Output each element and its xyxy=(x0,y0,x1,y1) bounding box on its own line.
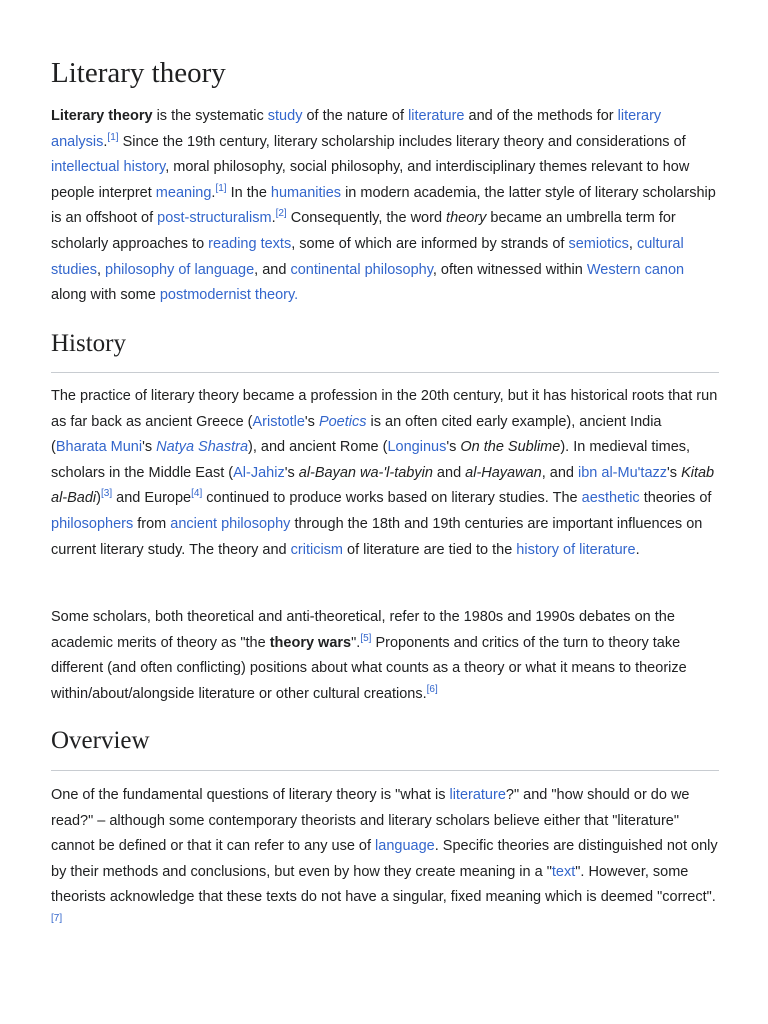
citation-ref[interactable]: [1] xyxy=(107,131,119,143)
link-philosophers[interactable]: philosophers xyxy=(51,515,134,532)
bold-term: Literary theory xyxy=(51,108,153,124)
link-ancient-philosophy[interactable]: ancient philosophy xyxy=(170,515,291,532)
link-philosophy-of-language[interactable]: philosophy of language xyxy=(105,261,255,278)
section-heading-history: History xyxy=(51,330,126,357)
citation-ref[interactable]: [1] xyxy=(215,182,227,194)
page-title: Literary theory xyxy=(51,57,226,89)
link-bharata-muni[interactable]: Bharata Muni xyxy=(55,439,143,456)
link-western-canon[interactable]: Western canon xyxy=(586,261,685,278)
section-divider xyxy=(51,372,719,373)
citation-ref[interactable]: [6] xyxy=(426,683,438,695)
bold-term: theory wars xyxy=(269,634,352,651)
section-heading-overview: Overview xyxy=(51,727,150,754)
link-longinus[interactable]: Longinus xyxy=(387,439,447,456)
link-continental-philosophy[interactable]: continental philosophy xyxy=(290,261,433,278)
overview-paragraph-1: One of the fundamental questions of literary theory is "what is literature?" and "how should or do we read?" – although some contemporary theorists and literary scholars believe either that "literature" cannot be defined or that it can refer to any use of language. Specific theories are distinguished not only by their methods and conclusions, but even by how they create meaning in a "text". However, some theorists acknowledge that these texts do not have a singular, fixed meaning which is deemed "correct".[7] xyxy=(51,787,718,925)
link-literary-analysis[interactable]: literary analysis xyxy=(51,108,662,150)
section-divider xyxy=(51,770,719,771)
link-text[interactable]: text xyxy=(551,863,576,880)
italic-title: al-Hayawan xyxy=(465,464,542,481)
link-natya-shastra[interactable]: Natya Shastra xyxy=(156,439,249,456)
link-al-jahiz[interactable]: Al-Jahiz xyxy=(233,464,285,481)
link-study[interactable]: study xyxy=(267,108,303,124)
link-literature[interactable]: literature xyxy=(449,787,506,803)
italic-title: On the Sublime xyxy=(460,439,561,456)
citation-ref[interactable]: [2] xyxy=(275,208,287,220)
link-semiotics[interactable]: semiotics xyxy=(568,235,629,252)
link-ibn-al-mutazz[interactable]: ibn al-Mu'tazz xyxy=(578,464,668,481)
citation-ref[interactable]: [7] xyxy=(51,913,63,925)
link-literature[interactable]: literature xyxy=(408,108,465,124)
link-postmodernist-theory[interactable]: postmodernist theory. xyxy=(159,287,299,304)
link-post-structuralism[interactable]: post-structuralism xyxy=(157,210,272,227)
link-history-of-literature[interactable]: history of literature xyxy=(516,541,636,558)
link-poetics[interactable]: Poetics xyxy=(318,413,367,430)
link-language[interactable]: language xyxy=(375,838,435,855)
citation-ref[interactable]: [3] xyxy=(100,488,113,500)
citation-ref[interactable]: [5] xyxy=(360,632,372,644)
italic-title: al-Bayan wa-'l-tabyin xyxy=(298,464,433,481)
link-reading-texts[interactable]: reading texts xyxy=(208,235,292,252)
link-aristotle[interactable]: Aristotle xyxy=(252,413,305,430)
history-paragraph-1: The practice of literary theory became a profession in the 20th century, but it has historical roots that run as far back as ancient Greece (Aristotle's Poetics is an often cited early example), ancient India (Bharata Muni's Natya Shastra), and ancient Rome (Longinus's On the Sublime). In medieval times, scholars in the Middle East (Al-Jahiz's al-Bayan wa-'l-tabyin and al-Hayawan, and ibn al-Mu'tazz's Kitab al-Badi)[3] and Europe[4] continued to produce works based on literary studies. The aesthetic theories of philosophers from ancient philosophy through the 18th and 19th centuries are important influences on current literary study. The theory and criticism of literature are tied to the history of literature. xyxy=(51,388,718,558)
link-criticism[interactable]: criticism xyxy=(290,541,343,558)
link-aesthetic[interactable]: aesthetic xyxy=(581,490,640,507)
citation-ref[interactable]: [4] xyxy=(191,488,203,500)
intro-paragraph: Literary theory is the systematic study of the nature of literature and of the methods for literary analysis.[1] Since the 19th century, literary scholarship includes literary theory and considerations of intellectual history, moral philosophy, social philosophy, and interdisciplinary themes relevant to how people interpret meaning.[1] In the humanities in modern academia, the latter style of literary scholarship is an offshoot of post-structuralism.[2] Consequently, the word theory became an umbrella term for scholarly approaches to reading texts, some of which are informed by strands of semiotics, cultural studies, philosophy of language, and continental philosophy, often witnessed within Western canon along with some postmodernist theory. xyxy=(51,108,716,304)
history-paragraph-2: Some scholars, both theoretical and anti-theoretical, refer to the 1980s and 1990s debates on the academic merits of theory as "the theory wars".[5] Proponents and critics of the turn to theory take different (and often conflicting) positions about what counts as a theory or what it means to theorize within/about/alongside literature or other cultural creations.[6] xyxy=(51,609,687,702)
italic-title: Kitab al-Badi xyxy=(51,464,715,507)
link-meaning[interactable]: meaning xyxy=(155,184,212,201)
link-intellectual-history[interactable]: intellectual history xyxy=(51,159,166,176)
link-cultural-studies[interactable]: cultural studies xyxy=(51,235,684,278)
italic-term: theory xyxy=(446,210,487,227)
link-humanities[interactable]: humanities xyxy=(270,184,342,201)
